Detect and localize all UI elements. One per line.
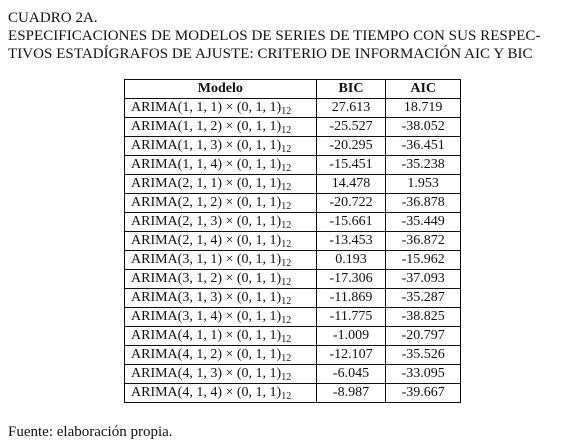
cell-aic: -38.825 xyxy=(386,308,461,327)
seasonal-period: 12 xyxy=(281,220,292,231)
cell-model xyxy=(125,194,317,213)
seasonal-period: 12 xyxy=(281,334,292,345)
model-name: ARIMA(1, 1, 4) × (0, 1, 1) xyxy=(131,157,282,172)
model-name: ARIMA(1, 1, 1) × (0, 1, 1) xyxy=(131,100,282,115)
cell-bic: -20.722 xyxy=(316,194,386,213)
cell-aic: -36.451 xyxy=(386,137,461,156)
cell-aic: -33.095 xyxy=(386,365,461,384)
table-row xyxy=(125,175,461,194)
cell-aic: -15.962 xyxy=(386,251,461,270)
cell-bic: -12.107 xyxy=(316,346,386,365)
seasonal-period: 12 xyxy=(281,296,292,307)
source-note: Fuente: elaboración propia. xyxy=(8,424,173,440)
cell-model xyxy=(125,213,317,232)
column-header-model: Modelo xyxy=(125,80,317,99)
seasonal-period: 12 xyxy=(281,277,292,288)
model-name: ARIMA(4, 1, 3) × (0, 1, 1) xyxy=(131,366,282,381)
table-caption xyxy=(8,9,541,63)
table-row xyxy=(125,156,461,175)
cell-aic: -35.287 xyxy=(386,289,461,308)
cell-model xyxy=(125,137,317,156)
cell-aic: -35.526 xyxy=(386,346,461,365)
cell-model xyxy=(125,289,317,308)
cell-bic: 14.478 xyxy=(316,175,386,194)
table-row xyxy=(125,232,461,251)
cell-bic: -20.295 xyxy=(316,137,386,156)
caption-line-1: ESPECIFICACIONES DE MODELOS DE SERIES DE TIEMPO CON SUS RESPEC- xyxy=(8,28,541,44)
cell-model xyxy=(125,175,317,194)
cell-aic: 18.719 xyxy=(386,99,461,118)
table-row xyxy=(125,346,461,365)
cell-aic: -20.797 xyxy=(386,327,461,346)
seasonal-period: 12 xyxy=(281,144,292,155)
cell-aic: -35.449 xyxy=(386,213,461,232)
cell-model xyxy=(125,270,317,289)
model-name: ARIMA(1, 1, 2) × (0, 1, 1) xyxy=(131,119,282,134)
cell-model xyxy=(125,99,317,118)
cell-aic: -36.878 xyxy=(386,194,461,213)
seasonal-period: 12 xyxy=(281,125,292,136)
table-row xyxy=(125,251,461,270)
cell-aic: -39.667 xyxy=(386,384,461,403)
cell-model xyxy=(125,346,317,365)
seasonal-period: 12 xyxy=(281,106,292,117)
cell-model xyxy=(125,384,317,403)
model-name: ARIMA(3, 1, 2) × (0, 1, 1) xyxy=(131,271,282,286)
cell-aic: 1.953 xyxy=(386,175,461,194)
model-name: ARIMA(2, 1, 2) × (0, 1, 1) xyxy=(131,195,282,210)
cell-model xyxy=(125,327,317,346)
model-name: ARIMA(2, 1, 3) × (0, 1, 1) xyxy=(131,214,282,229)
seasonal-period: 12 xyxy=(281,315,292,326)
model-name: ARIMA(1, 1, 3) × (0, 1, 1) xyxy=(131,138,282,153)
table-row xyxy=(125,327,461,346)
table-body xyxy=(125,99,461,403)
cell-bic: -13.453 xyxy=(316,232,386,251)
table-row xyxy=(125,137,461,156)
model-name: ARIMA(2, 1, 1) × (0, 1, 1) xyxy=(131,176,282,191)
model-name: ARIMA(4, 1, 1) × (0, 1, 1) xyxy=(131,328,282,343)
model-table-container xyxy=(124,79,461,403)
model-name: ARIMA(2, 1, 4) × (0, 1, 1) xyxy=(131,233,282,248)
model-table xyxy=(124,79,461,403)
seasonal-period: 12 xyxy=(281,258,292,269)
table-row xyxy=(125,289,461,308)
table-row xyxy=(125,194,461,213)
cell-bic: -17.306 xyxy=(316,270,386,289)
cell-bic: -25.527 xyxy=(316,118,386,137)
cell-bic: -15.661 xyxy=(316,213,386,232)
seasonal-period: 12 xyxy=(281,372,292,383)
cell-bic: -15.451 xyxy=(316,156,386,175)
seasonal-period: 12 xyxy=(281,201,292,212)
seasonal-period: 12 xyxy=(281,182,292,193)
cell-bic: -6.045 xyxy=(316,365,386,384)
table-row xyxy=(125,270,461,289)
cell-aic: -36.872 xyxy=(386,232,461,251)
model-name: ARIMA(4, 1, 4) × (0, 1, 1) xyxy=(131,385,282,400)
cell-model xyxy=(125,251,317,270)
cell-model xyxy=(125,308,317,327)
model-name: ARIMA(3, 1, 3) × (0, 1, 1) xyxy=(131,290,282,305)
seasonal-period: 12 xyxy=(281,163,292,174)
caption-label: CUADRO 2A. xyxy=(8,10,98,26)
cell-aic: -38.052 xyxy=(386,118,461,137)
cell-bic: -11.775 xyxy=(316,308,386,327)
model-name: ARIMA(3, 1, 4) × (0, 1, 1) xyxy=(131,309,282,324)
cell-bic: 0.193 xyxy=(316,251,386,270)
cell-model xyxy=(125,118,317,137)
caption-line-2: TIVOS ESTADÍGRAFOS DE AJUSTE: CRITERIO DE INFORMACIÓN AIC Y BIC xyxy=(8,46,533,62)
model-name: ARIMA(4, 1, 2) × (0, 1, 1) xyxy=(131,347,282,362)
table-header-row xyxy=(125,80,461,99)
seasonal-period: 12 xyxy=(281,239,292,250)
cell-bic: -11.869 xyxy=(316,289,386,308)
table-row xyxy=(125,384,461,403)
cell-model xyxy=(125,365,317,384)
table-row xyxy=(125,213,461,232)
table-row xyxy=(125,308,461,327)
cell-aic: -37.093 xyxy=(386,270,461,289)
table-row xyxy=(125,365,461,384)
seasonal-period: 12 xyxy=(281,353,292,364)
column-header-aic: AIC xyxy=(386,80,461,99)
cell-bic: -8.987 xyxy=(316,384,386,403)
model-name: ARIMA(3, 1, 1) × (0, 1, 1) xyxy=(131,252,282,267)
column-header-bic: BIC xyxy=(316,80,386,99)
table-row xyxy=(125,118,461,137)
cell-model xyxy=(125,232,317,251)
cell-bic: 27.613 xyxy=(316,99,386,118)
seasonal-period: 12 xyxy=(281,391,292,402)
cell-bic: -1.009 xyxy=(316,327,386,346)
table-row xyxy=(125,99,461,118)
cell-model xyxy=(125,156,317,175)
cell-aic: -35.238 xyxy=(386,156,461,175)
